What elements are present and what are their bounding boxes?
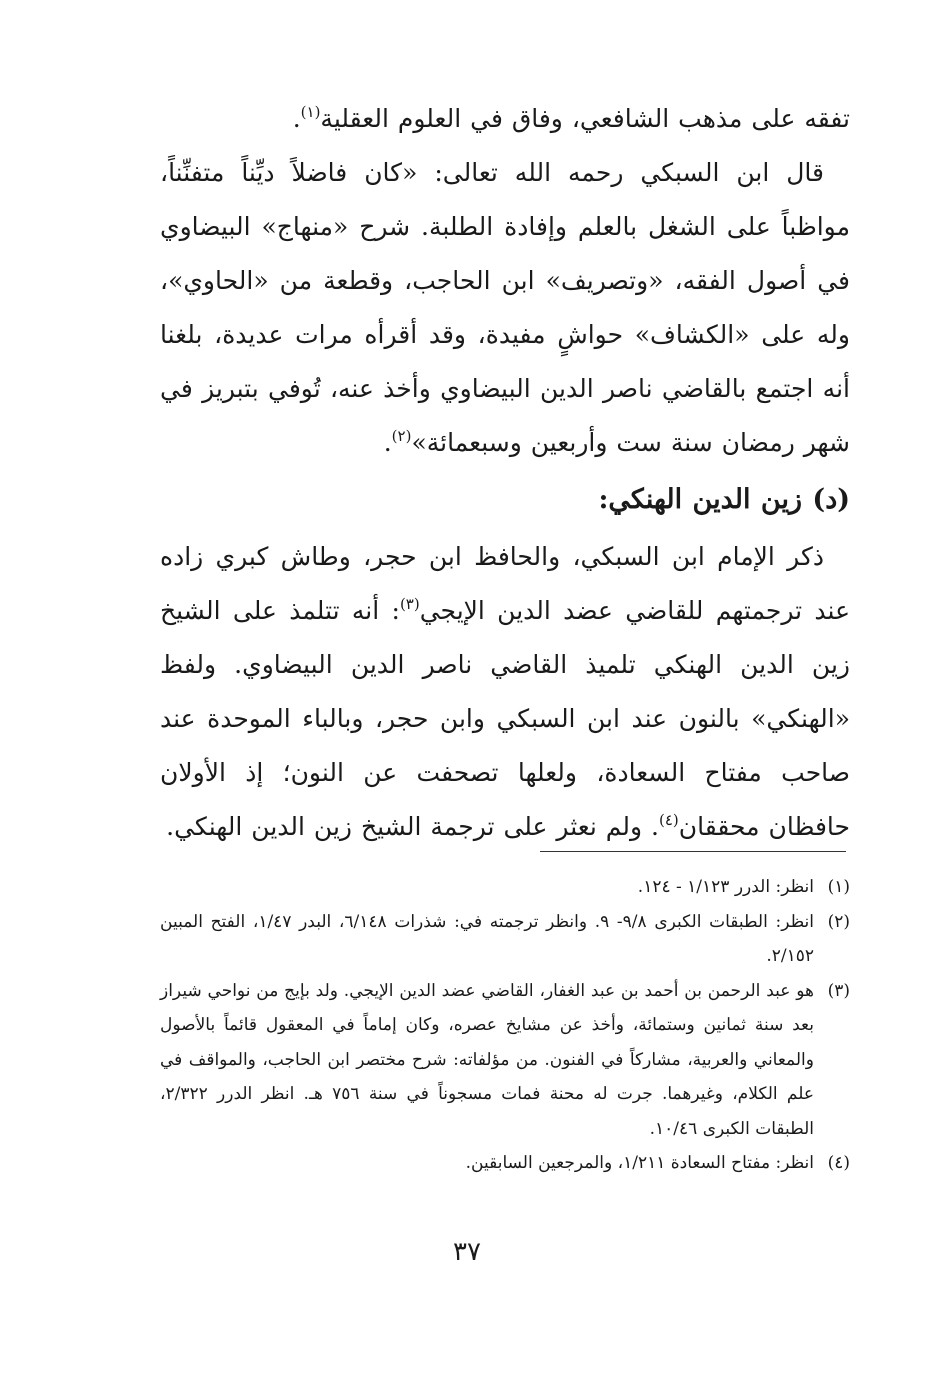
paragraph-3-text-b: : أنه تتلمذ على الشيخ زين الدين الهنكي تلميذ القاضي ناصر الدين البيضاوي. ولفظ «الهنكي» بالنون عند ابن السبكي وابن حجر، وبالباء الموحدة عند صاحب مفتاح السعادة، ولعلها تصحفت عن النون؛ إذ الأولان حافظان محققان [160,596,850,841]
section-heading: (د) زين الدين الهنكي: [598,484,850,515]
main-text [160,92,850,854]
footnote-1 [160,870,850,905]
paragraph-2-end: . [383,428,392,457]
paragraph-2 [160,146,850,470]
footnote-text: انظر: مفتاح السعادة ١/٢١١، والمرجعين السابقين. [465,1153,814,1173]
footnote-text: انظر: الطبقات الكبرى ٩/٨- ٩. وانظر ترجمته في: شذرات ٦/١٤٨، البدر ١/٤٧، الفتح المبين ٢/١٥٢. [160,911,814,966]
footnote-2 [160,905,850,974]
footnote-ref-3: (٣) [399,595,420,613]
footnote-number: (١) [827,877,850,897]
paragraph-3-text-a: ذكر الإمام ابن السبكي، والحافظ ابن حجر، وطاش كبري زاده عند ترجمتهم للقاضي عضد الدين الإيجي [160,542,851,625]
footnote-number: (٤) [827,1153,850,1173]
page-number: ٣٧ [453,1237,481,1267]
footnotes [160,870,850,1181]
paragraph-1-end: . [292,104,301,133]
footnote-3 [160,974,850,1147]
footnote-ref-4: (٤) [658,811,679,829]
footnote-4 [160,1146,850,1181]
footnote-text: انظر: الدرر ١/١٢٣ - ١٢٤. [637,877,814,897]
paragraph-1-text: تفقه على مذهب الشافعي، وفاق في العلوم العقلية [320,104,850,133]
footnote-number: (٢) [827,911,850,932]
paragraph-1 [160,92,850,146]
footnote-divider [540,851,846,852]
footnote-ref-2: (٢) [391,427,412,445]
paragraph-3 [160,530,850,854]
footnote-text: هو عبد الرحمن بن أحمد بن عبد الغفار، القاضي عضد الدين الإيجي. ولد بإيج من نواحي شيراز بعد سنة ثمانين وستمائة، وأخذ عن مشايخ عصره، وكان إماماً في المعقول قائماً بالأصول والمعاني والعربية، مشاركاً في الفنون. من مؤلفاته: شرح مختصر ابن الحاجب، والمواقف في علم الكلام، وغيرهما. جرت له محنة فمات مسجوناً في سنة ٧٥٦ هـ. انظر الدرر ٢/٣٢٢، الطبقات الكبرى ١٠/٤٦. [160,980,814,1139]
paragraph-3-text-c: . ولم نعثر على ترجمة الشيخ زين الدين الهنكي. [166,812,659,841]
paragraph-2-text: قال ابن السبكي رحمه الله تعالى: «كان فاضلاً ديِّناً متفنِّناً، مواظباً على الشغل بالعلم وإفادة الطلبة. شرح «منهاج» البيضاوي في أصول الفقه، «وتصريف» ابن الحاجب، وقطعة من «الحاوي»، وله على «الكشاف» حواشٍ مفيدة، وقد أقرأه مرات عديدة، بلغنا أنه اجتمع بالقاضي ناصر الدين البيضاوي وأخذ عنه، تُوفي بتبريز في شهر رمضان سنة ست وأربعين وسبعمائة» [160,158,850,457]
footnote-number: (٣) [827,980,850,1001]
footnote-ref-1: (١) [300,103,321,121]
